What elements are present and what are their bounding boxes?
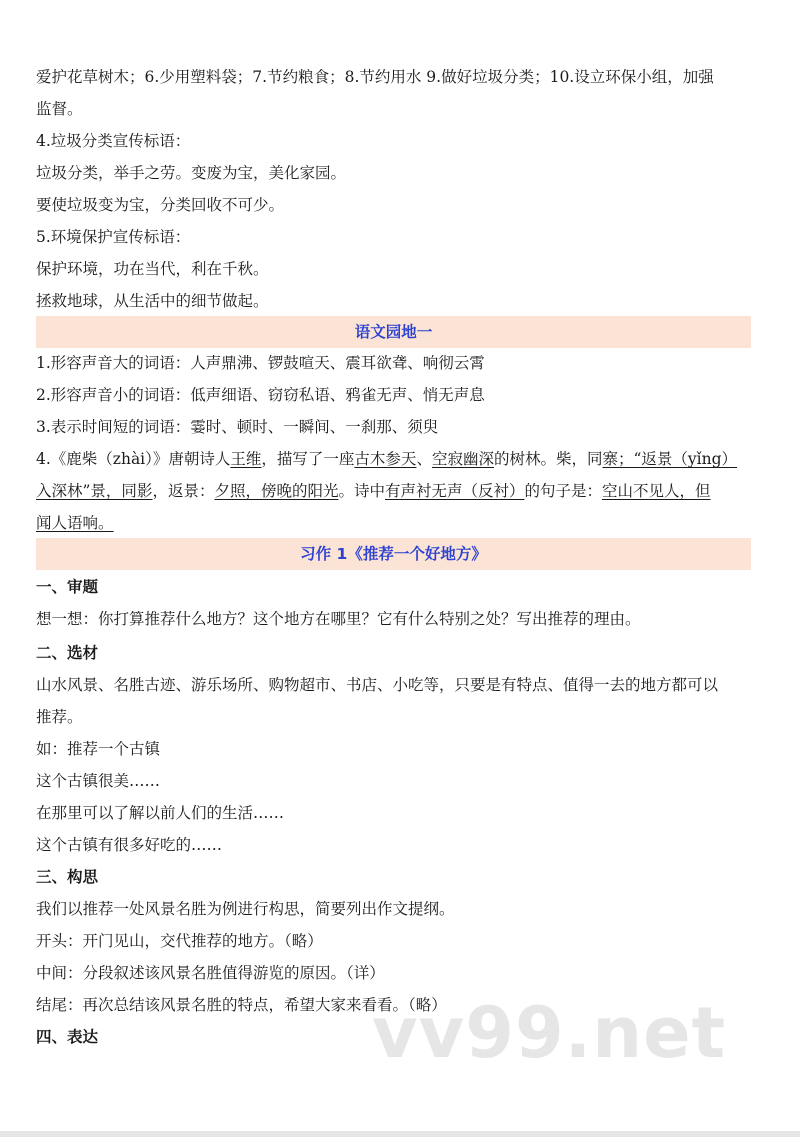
text-line: 这个古镇很美…… <box>36 772 161 790</box>
text-line: 山水风景、名胜古迹、游乐场所、购物超市、书店、小吃等，只要是有特点、值得一去的地方都可以 <box>36 676 719 694</box>
text-line: 要使垃圾变为宝，分类回收不可少。 <box>36 196 285 214</box>
text-line: 推荐。 <box>36 708 83 726</box>
answer-underline: 入深林”景，同 <box>36 482 137 500</box>
text-span: ，返景： <box>152 482 215 500</box>
text-line: 5.环境保护宣传标语： <box>36 228 191 246</box>
answer-underline: ；“返景（yǐng） <box>618 450 738 468</box>
answer-underline: 影 <box>136 482 153 500</box>
text-line: 中间：分段叙述该风景名胜值得游览的原因。（详） <box>36 964 385 982</box>
text-span: ，描写了一座 <box>261 450 355 468</box>
text-line: 爱护花草树木；6.少用塑料袋；7.节约粮食；8.节约用水 9.做好垃圾分类；10.设立环保小组，加强 <box>36 68 714 86</box>
text-span: 的句子是： <box>524 482 603 500</box>
text-line: 如：推荐一个古镇 <box>36 740 161 758</box>
section-band-yuwen: 语文园地一 <box>36 316 751 348</box>
text-span: 的树林。柴，同 <box>493 450 603 468</box>
section-heading: 四、表达 <box>36 1028 99 1046</box>
text-line: 4.垃圾分类宣传标语： <box>36 132 191 150</box>
text-line: 我们以推荐一处风景名胜为例进行构思，简要列出作文提纲。 <box>36 900 455 918</box>
text-line: 这个古镇有很多好吃的…… <box>36 836 223 854</box>
answer-underline: 王维 <box>230 450 262 468</box>
section-heading: 二、选材 <box>36 644 99 662</box>
poem-line-2 <box>36 480 766 502</box>
text-line: 在那里可以了解以前人们的生活…… <box>36 804 285 822</box>
answer-underline: 古木参天 <box>354 450 417 468</box>
text-line: 结尾：再次总结该风景名胜的特点，希望大家来看看。（略） <box>36 996 447 1014</box>
text-span: 。诗中 <box>338 482 385 500</box>
text-line: 3.表示时间短的词语：霎时、顿时、一瞬间、一刹那、须臾 <box>36 418 439 436</box>
text-line: 2.形容声音小的词语：低声细语、窃窃私语、鸦雀无声、悄无声息 <box>36 386 485 404</box>
answer-underline: 寨 <box>602 450 618 468</box>
text-line: 1.形容声音大的词语：人声鼎沸、锣鼓喧天、震耳欲聋、响彻云霄 <box>36 354 485 372</box>
watermark: vv99.net <box>372 992 727 1074</box>
section-band-xizuo: 习作 1《推荐一个好地方》 <box>36 538 751 570</box>
text-span: 4.《鹿柴（zhài）》唐朝诗人 <box>36 450 231 468</box>
answer-underline: 夕照，傍晚的阳光 <box>214 482 339 500</box>
answer-underline: 闻人语响。 <box>36 514 114 532</box>
section-heading: 一、审题 <box>36 578 99 596</box>
text-line: 监督。 <box>36 100 83 118</box>
text-line: 拯救地球，从生活中的细节做起。 <box>36 292 269 310</box>
text-line: 想一想：你打算推荐什么地方？这个地方在哪里？它有什么特别之处？写出推荐的理由。 <box>36 610 641 628</box>
text-line: 开头：开门见山，交代推荐的地方。（略） <box>36 932 323 950</box>
answer-underline: 有声衬无声（反衬） <box>385 482 525 500</box>
page-bottom-edge <box>0 1131 800 1137</box>
answer-underline: 空寂幽深 <box>431 450 494 468</box>
section-heading: 三、构思 <box>36 868 99 886</box>
text-span: 、 <box>416 450 432 468</box>
poem-line-1 <box>36 448 766 470</box>
poem-line-3 <box>36 512 766 534</box>
answer-underline: 空山不见人，但 <box>602 482 711 500</box>
text-line: 保护环境，功在当代，利在千秋。 <box>36 260 269 278</box>
text-line: 垃圾分类，举手之劳。变废为宝，美化家园。 <box>36 164 347 182</box>
